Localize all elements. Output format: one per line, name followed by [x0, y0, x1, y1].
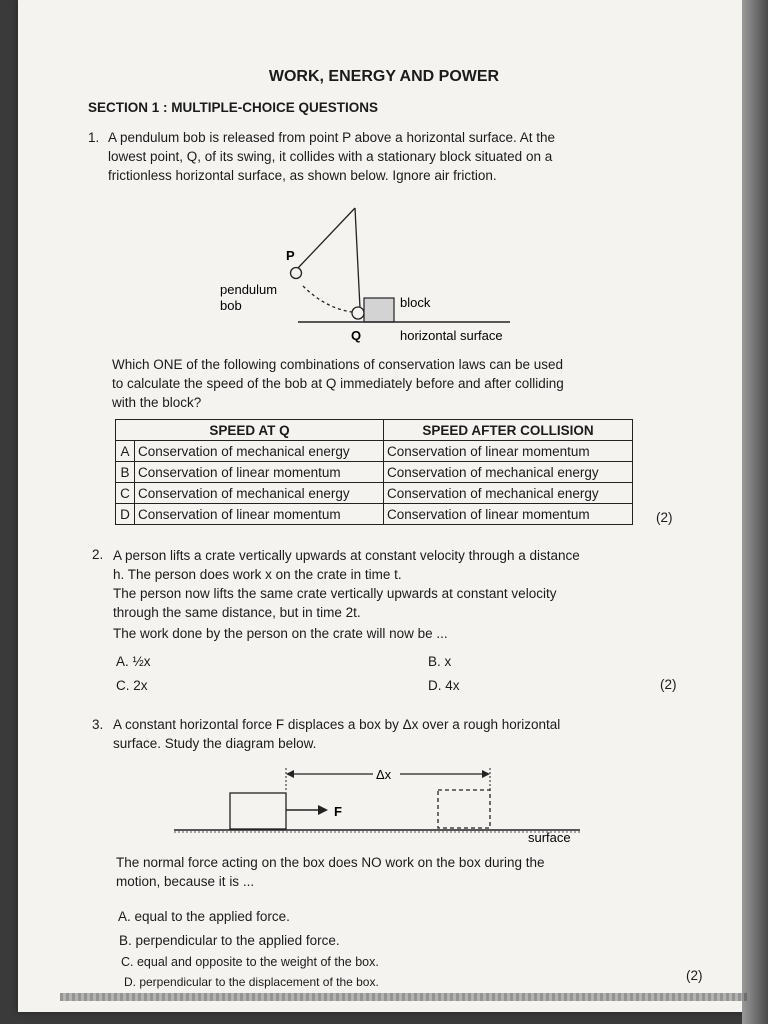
box-final [438, 790, 490, 828]
q3-question [116, 853, 545, 891]
q3-option-c: C. equal and opposite to the weight of the box. [121, 955, 379, 969]
cell-speed-after: Conservation of mechanical energy [384, 462, 633, 483]
cell-speed-after: Conservation of linear momentum [384, 441, 633, 462]
label-f: F [334, 804, 342, 819]
dx-arrowhead-left [286, 770, 294, 778]
table-row [116, 504, 633, 525]
force-diagram [168, 760, 588, 850]
q1-question-line: Which ONE of the following combinations of conservation laws can be used [112, 357, 563, 372]
q2-number: 2. [92, 547, 104, 562]
q1-question [112, 355, 564, 412]
bob-at-p [291, 268, 302, 279]
q2-text-line: through the same distance, but in time 2t. [113, 605, 361, 620]
label-block: block [400, 295, 431, 310]
cell-speed-at-q: Conservation of mechanical energy [135, 483, 384, 504]
table-row [116, 483, 633, 504]
page-bottom-edge [60, 993, 750, 1001]
q2-option-c: C. 2x [116, 678, 148, 693]
label-dx: Δx [376, 767, 392, 782]
q3-text-line: surface. Study the diagram below. [113, 736, 317, 751]
row-letter: C [116, 483, 135, 504]
q3-question-line: motion, because it is ... [116, 874, 255, 889]
q3-option-a: A. equal to the applied force. [118, 909, 290, 924]
q1-text-line: frictionless horizontal surface, as shown below. Ignore air friction. [108, 168, 497, 183]
cell-speed-after: Conservation of linear momentum [384, 504, 633, 525]
q3-option-d: D. perpendicular to the displacement of the box. [124, 975, 379, 989]
q3-option-b: B. perpendicular to the applied force. [119, 933, 340, 948]
cell-speed-at-q: Conservation of mechanical energy [135, 441, 384, 462]
q2-option-d: D. 4x [428, 678, 460, 693]
header-speed-at-q: SPEED AT Q [116, 420, 384, 441]
box-initial [230, 793, 286, 829]
pendulum-string-vertical [355, 208, 360, 308]
q2-marks: (2) [660, 677, 677, 692]
q2-text-line: The work done by the person on the crate will now be ... [113, 626, 448, 641]
label-surface: surface [528, 830, 571, 845]
label-q: Q [351, 328, 362, 343]
q3-text [113, 715, 560, 753]
row-letter: D [116, 504, 135, 525]
block-shape [364, 298, 394, 322]
dx-arrowhead-right [482, 770, 490, 778]
q1-options-table [115, 419, 633, 525]
q2-text-line: h. The person does work x on the crate in time t. [113, 567, 402, 582]
table-row [116, 462, 633, 483]
q2-text-line: The person now lifts the same crate vertically upwards at constant velocity [113, 586, 557, 601]
q1-text-line: lowest point, Q, of its swing, it collides with a stationary block situated on a [108, 149, 553, 164]
q2-text-line: A person lifts a crate vertically upwards at constant velocity through a distance [113, 548, 580, 563]
force-arrowhead [318, 805, 328, 815]
swing-path [303, 286, 352, 312]
bob-at-q [352, 307, 364, 319]
page-title: WORK, ENERGY AND POWER [268, 68, 500, 85]
header-speed-after: SPEED AFTER COLLISION [384, 420, 633, 441]
label-bob: bob [220, 298, 242, 313]
cell-speed-after: Conservation of mechanical energy [384, 483, 633, 504]
table-row [116, 441, 633, 462]
pendulum-diagram [210, 200, 540, 350]
q2-option-b: B. x [428, 654, 452, 669]
row-letter: B [116, 462, 135, 483]
cell-speed-at-q: Conservation of linear momentum [135, 462, 384, 483]
pendulum-string [298, 208, 355, 268]
q3-marks: (2) [686, 968, 703, 983]
q1-marks: (2) [656, 510, 673, 525]
q1-text [108, 128, 555, 185]
q2-option-a: A. ½x [116, 654, 151, 669]
section-heading: SECTION 1 : MULTIPLE-CHOICE QUESTIONS [88, 100, 379, 115]
q3-text-line: A constant horizontal force F displaces a box by Δx over a rough horizontal [113, 717, 561, 732]
q2-text [113, 546, 580, 643]
cell-speed-at-q: Conservation of linear momentum [135, 504, 384, 525]
row-letter: A [116, 441, 135, 462]
label-pendulum: pendulum [220, 282, 278, 297]
q1-number: 1. [88, 130, 100, 145]
q1-question-line: to calculate the speed of the bob at Q immediately before and after colliding [112, 376, 564, 391]
table-header-row [116, 420, 633, 441]
label-horizontal-surface: horizontal surface [400, 328, 503, 343]
q3-question-line: The normal force acting on the box does NO work on the box during the [116, 855, 545, 870]
q3-number: 3. [92, 717, 104, 732]
label-p: P [286, 248, 295, 263]
q1-question-line: with the block? [112, 395, 202, 410]
page-edge [742, 0, 768, 1024]
q1-text-line: A pendulum bob is released from point P above a horizontal surface. At the [108, 130, 556, 145]
